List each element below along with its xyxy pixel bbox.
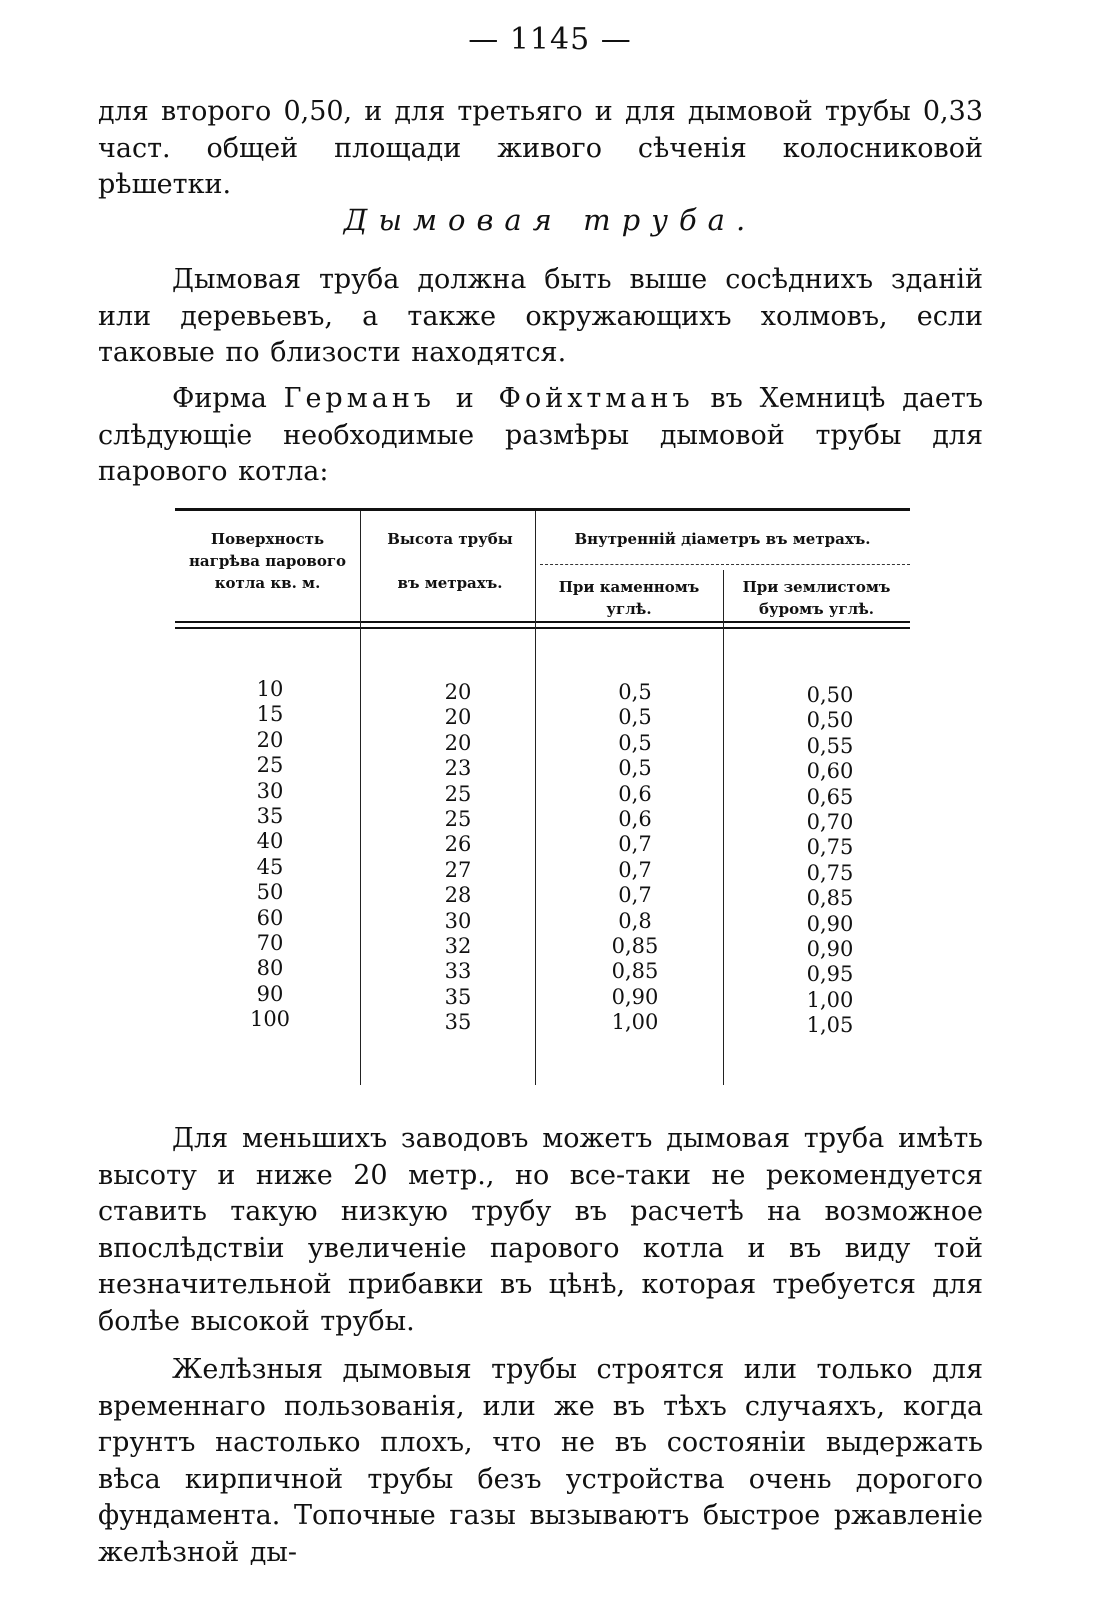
- table-cell: 20: [256, 727, 284, 752]
- paragraph-4: [98, 1352, 983, 1571]
- table-cell: 10: [256, 677, 284, 701]
- paragraph-2-after: въ Хемницѣ даетъ слѣдующіе необходимые размѣры дымовой трубы для парового котла:: [98, 383, 984, 487]
- intro-paragraph: [98, 94, 983, 204]
- table-cell: 100: [249, 1007, 291, 1032]
- table-cell: 30: [256, 778, 284, 803]
- table-cell: 0,75: [806, 860, 854, 885]
- company-name: Германъ и Фойхтманъ: [283, 383, 694, 414]
- column-surface: [215, 677, 325, 1032]
- paragraph-1-text: Дымовая труба должна быть выше сосѣднихъ зданій или деревьевъ, а также окружающихъ холмовъ, если таковые по близости находятся.: [98, 264, 983, 368]
- column-diameter-stone: [580, 680, 690, 1035]
- paragraph-2-text: [98, 381, 983, 491]
- table-cell: 33: [444, 959, 472, 984]
- table-cell: 1,00: [806, 987, 854, 1012]
- table-subheader-rule: [540, 564, 910, 566]
- table-cell: 0,70: [806, 809, 854, 834]
- table-cell: 0,7: [618, 883, 652, 908]
- table-cell: 0,5: [618, 680, 652, 704]
- table-cell: 25: [444, 806, 472, 831]
- table-cell: 0,85: [806, 886, 854, 911]
- table-cell: 20: [444, 680, 472, 704]
- table-cell: 90: [256, 981, 284, 1006]
- paragraph-4-text: Желѣзныя дымовыя трубы строятся или только для временнаго пользованія, или же въ тѣхъ случаяхъ, когда грунтъ настолько плохъ, что не въ состояніи выдержать вѣса кирпичной трубы безъ устройства очень дорогого фундамента. Топочные газы вызываютъ быстрое ржавленіе желѣзной ды-: [98, 1354, 983, 1568]
- table-cell: 32: [444, 933, 472, 958]
- table-cell: 25: [444, 781, 472, 806]
- table-cell: 0,50: [806, 708, 854, 733]
- table-top-rule: [175, 508, 910, 511]
- table-cell: 50: [256, 880, 284, 905]
- table-cell: 0,75: [806, 835, 854, 860]
- table-cell: 60: [256, 905, 284, 930]
- header-surface: Поверхность нагрѣва парового котла кв. м.: [188, 530, 347, 592]
- table-cell: 0,5: [618, 730, 652, 755]
- table-cell: 0,7: [618, 832, 652, 857]
- table-cell: 0,5: [618, 705, 652, 730]
- table-cell: 40: [256, 829, 284, 854]
- table-cell: 0,55: [806, 733, 854, 758]
- table-cell: 15: [256, 702, 284, 727]
- table-header-rule-double: [175, 627, 910, 629]
- column-diameter-brown: [775, 683, 885, 1038]
- table-cell: 35: [444, 984, 472, 1009]
- table-cell: 80: [256, 956, 284, 981]
- table-cell: 0,90: [806, 936, 854, 961]
- table-cell: 0,7: [618, 857, 652, 882]
- header-height-top: Высота трубы: [387, 530, 513, 548]
- table-cell: 0,60: [806, 759, 854, 784]
- paragraph-2-before: Фирма: [172, 383, 284, 414]
- table-cell: 0,85: [611, 959, 659, 984]
- header-brown-coal: При землистомъ буромъ углѣ.: [742, 578, 891, 618]
- table-cell: 45: [256, 854, 284, 879]
- header-height-bottom: въ метрахъ.: [397, 574, 503, 592]
- table-cell: 1,00: [611, 1010, 659, 1035]
- table-cell: 0,6: [618, 781, 652, 806]
- table-cell: 1,05: [806, 1013, 854, 1038]
- table-cell: 35: [444, 1010, 472, 1035]
- table-cell: 0,6: [618, 806, 652, 831]
- table-cell: 0,50: [806, 683, 854, 707]
- table-column-divider: [360, 511, 361, 1085]
- header-diameter-group: Внутренній діаметръ въ метрахъ.: [574, 530, 871, 548]
- table-cell: 0,85: [611, 933, 659, 958]
- table-cell: 0,65: [806, 784, 854, 809]
- section-title: Дымовая труба.: [343, 203, 757, 237]
- table-cell: 70: [256, 930, 284, 955]
- paragraph-3: [98, 1121, 983, 1340]
- header-stone-coal: При каменномъ углѣ.: [558, 578, 700, 618]
- page-number: — 1145 —: [468, 22, 632, 57]
- table-header-rule: [175, 621, 910, 623]
- paragraph-3-text: Для меньшихъ заводовъ можетъ дымовая труба имѣть высоту и ниже 20 метр., но все-таки не рекомендуется ставить такую низкую трубу въ расчетѣ на возможное впослѣдствіи увеличеніе парового котла и въ виду той незначительной прибавки въ цѣнѣ, которая требуется для болѣе высокой трубы.: [98, 1123, 983, 1337]
- table-cell: 30: [444, 908, 472, 933]
- table-cell: 20: [444, 730, 472, 755]
- table-cell: 20: [444, 705, 472, 730]
- table-cell: 0,5: [618, 756, 652, 781]
- table-cell: 0,8: [618, 908, 652, 933]
- paragraph-2: [98, 381, 983, 491]
- table-cell: 27: [444, 857, 472, 882]
- intro-paragraph-text: для второго 0,50, и для третьяго и для дымовой трубы 0,33 част. общей площади живого сѣченія колосниковой рѣшетки.: [98, 96, 983, 200]
- table-column-divider: [723, 570, 724, 1085]
- table-cell: 0,95: [806, 962, 854, 987]
- table-cell: 28: [444, 883, 472, 908]
- table-cell: 0,90: [611, 984, 659, 1009]
- table-cell: 26: [444, 832, 472, 857]
- table-cell: 25: [256, 753, 284, 778]
- paragraph-1: [98, 262, 983, 372]
- chimney-dimensions-table: [175, 508, 910, 1085]
- header-height: [365, 528, 535, 594]
- table-cell: 0,90: [806, 911, 854, 936]
- table-cell: 23: [444, 756, 472, 781]
- column-height: [403, 680, 513, 1035]
- table-cell: 35: [256, 803, 284, 828]
